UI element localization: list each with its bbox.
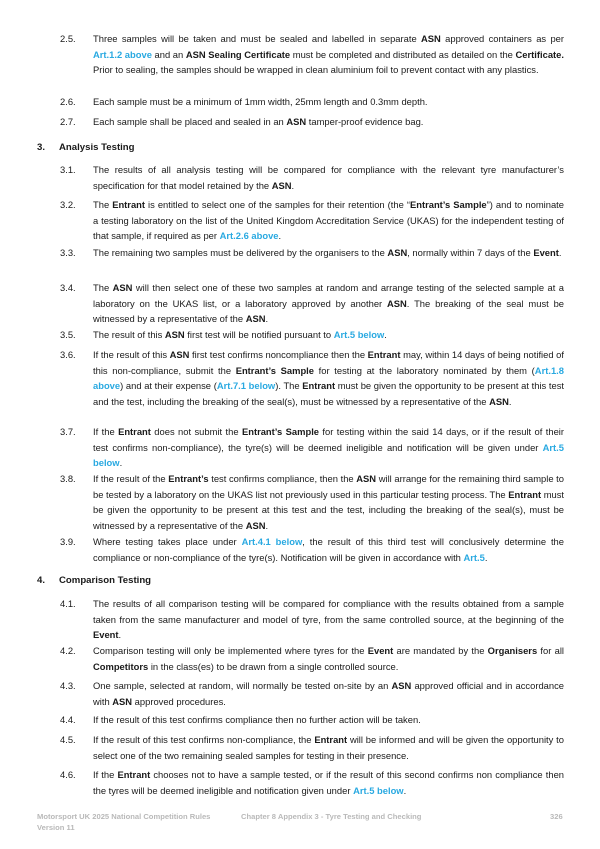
defined-term: Entrant	[117, 769, 151, 780]
text-run: .	[484, 551, 488, 563]
clause-2-6	[60, 94, 564, 110]
text-run: may, within 14 days of being notified of this non-compliance, submit the	[93, 349, 564, 376]
text-run: does not submit the	[150, 426, 242, 437]
clause-text	[93, 534, 564, 565]
defined-term: Entrant’s Sample	[409, 199, 487, 210]
clause-3-8	[60, 471, 564, 533]
clause-text	[93, 767, 564, 798]
clause-2-7	[60, 114, 564, 130]
clause-number: 2.5.	[60, 33, 76, 44]
text-run: , the result of this third test will conclusively determine the compliance or non-compliance of the tyre(s). Notification will be given in accordance with	[93, 536, 564, 563]
text-run: .	[558, 247, 562, 258]
defined-term: Entrant’s	[168, 473, 209, 484]
footer-rulebook-name: Motorsport UK 2025 National Competition Rules	[37, 812, 211, 821]
clause-2-5	[60, 31, 564, 78]
clause-4-3	[60, 678, 564, 709]
text-run: If the	[93, 769, 118, 780]
text-run: .	[384, 329, 387, 340]
text-run: .	[265, 313, 269, 325]
clause-3-2	[60, 197, 564, 244]
defined-term: ASN	[356, 473, 377, 484]
defined-term: ASN	[387, 247, 408, 258]
clause-number: 2.7.	[60, 116, 76, 127]
clause-number: 4.3.	[60, 680, 76, 691]
text-run: .	[278, 230, 282, 242]
text-run: . The breaking of the seal must be witnessed by a representative of the	[93, 297, 565, 325]
clause-text	[93, 471, 564, 533]
clause-number: 2.6.	[60, 96, 76, 107]
clause-number: 3.9.	[60, 536, 76, 547]
clause-4-6	[60, 767, 564, 798]
text-run: Where testing takes place under	[93, 536, 242, 547]
text-run: must be given the opportunity to be present at this test and the test, including the breaking of the seal(s), must be witnessed by a representative of the	[93, 380, 564, 407]
footer-page-number: 326	[550, 812, 563, 821]
text-run: will be informed and will be given the opportunity to select one of the two remaining sealed samples for testing in their presence.	[93, 734, 564, 761]
section-number: 4.	[37, 575, 46, 586]
defined-term: ASN	[112, 695, 133, 707]
clause-number: 3.5.	[60, 329, 76, 340]
text-run: first test confirms noncompliance then the	[189, 349, 368, 360]
footer-chapter: Chapter 8 Appendix 3 - Tyre Testing and Checking	[241, 812, 422, 821]
defined-term: Entrant	[367, 349, 401, 360]
section-heading-4	[37, 573, 151, 589]
defined-term: ASN	[245, 519, 266, 531]
text-run: The	[93, 282, 113, 293]
clause-3-6	[60, 347, 564, 409]
defined-term: ASN	[169, 349, 190, 360]
text-run: tamper-proof evidence bag.	[306, 116, 424, 127]
text-run: .	[291, 179, 295, 191]
text-run: Each sample must be a minimum of 1mm width, 25mm length and 0.3mm depth.	[93, 96, 428, 107]
clause-text	[93, 643, 564, 674]
defined-term: ASN	[112, 282, 133, 293]
section-heading-3	[37, 140, 135, 156]
clause-text	[93, 162, 564, 193]
clause-text	[93, 245, 564, 261]
defined-term: ASN	[421, 33, 441, 44]
clause-text	[93, 424, 564, 471]
section-title: Analysis Testing	[59, 142, 135, 153]
clause-4-1	[60, 596, 564, 643]
clause-text	[93, 280, 564, 327]
clause-3-9	[60, 534, 564, 565]
clause-3-3	[60, 245, 564, 261]
defined-term: ASN Sealing Certificate	[185, 48, 291, 60]
article-cross-reference-link[interactable]: Art.5 below	[353, 784, 404, 796]
clause-3-1	[60, 162, 564, 193]
text-run: Prior to sealing, the samples should be wrapped in clean aluminium foil to prevent contact with any plastics.	[93, 64, 539, 76]
text-run: The remaining two samples must be delivered by the organisers to the	[93, 247, 388, 258]
text-run: for testing at the laboratory nominated by them (	[314, 364, 535, 376]
clause-number: 3.6.	[60, 349, 76, 360]
text-run: must be given the opportunity to be present at this test and the test, including the breaking of the seal(s), must be witnessed by a representative of the	[93, 488, 565, 531]
clause-text	[93, 31, 564, 78]
defined-term: ASN	[391, 680, 412, 691]
article-cross-reference-link[interactable]: Art.1.2 above	[93, 48, 152, 60]
clause-number: 4.2.	[60, 645, 76, 656]
clause-number: 4.5.	[60, 734, 76, 745]
defined-term: Entrant	[508, 488, 542, 500]
clause-number: 3.7.	[60, 426, 76, 437]
text-run: approved containers as per	[440, 33, 564, 44]
text-run: .	[119, 457, 123, 469]
defined-term: Organisers	[487, 645, 538, 656]
article-cross-reference-link[interactable]: Art.5 below	[333, 329, 385, 340]
text-run: ) and at their expense (	[120, 380, 217, 392]
article-cross-reference-link[interactable]: Art.1.8 above	[93, 364, 564, 392]
text-run: and an	[151, 48, 186, 60]
section-title: Comparison Testing	[59, 575, 152, 586]
clause-number: 3.8.	[60, 473, 76, 484]
clause-3-4	[60, 280, 564, 327]
text-run: test confirms compliance, then the	[208, 473, 357, 484]
clause-text	[93, 94, 564, 110]
text-run: Each sample shall be placed and sealed in an	[93, 116, 287, 127]
text-run: chooses not to have a sample tested, or if the result of this second confirms non compliance then the tyres will be deemed ineligible and notification given under	[93, 769, 564, 796]
text-run: in the class(es) to be drawn from a single controlled source.	[148, 660, 399, 672]
text-run: is entitled to select one of the samples for their retention (the “	[145, 199, 410, 210]
text-run: first test will be notified pursuant to	[184, 329, 334, 340]
text-run: ”) and to nominate a testing laboratory on the list of the United Kingdom Accreditation Service (UKAS) for the independent testing of that sample, if required as per	[93, 199, 564, 242]
defined-term: Competitors	[93, 660, 149, 672]
defined-term: ASN	[489, 395, 509, 407]
article-cross-reference-link[interactable]: Art.7.1 below	[216, 380, 276, 392]
text-run: If the result of this test confirms compliance then no further action will be taken.	[93, 714, 421, 725]
text-run: , normally within 7 days of the	[407, 247, 534, 258]
text-run: are mandated by the	[393, 645, 488, 656]
text-run: ). The	[275, 380, 303, 392]
clause-number: 3.1.	[60, 164, 76, 175]
defined-term: Event	[93, 629, 119, 641]
text-run: The results of all analysis testing will be compared for compliance with the relevant tyre manufacturer’s specification for that model retained by the	[93, 164, 564, 191]
text-run: approved procedures.	[132, 695, 226, 707]
article-cross-reference-link[interactable]: Art.4.1 below	[241, 536, 303, 547]
clause-text	[93, 732, 564, 763]
text-run: Comparison testing will only be implemented where tyres for the	[93, 645, 368, 656]
defined-term: Entrant	[118, 426, 151, 437]
text-run: The	[93, 199, 113, 210]
text-run: must be completed and distributed as detailed on the	[290, 48, 516, 60]
text-run: will arrange for the remaining third sample to be tested by a laboratory on the UKAS list not previously used in this particular testing process. The	[93, 473, 565, 500]
article-cross-reference-link[interactable]: Art.2.6 above	[219, 230, 279, 242]
clause-number: 3.4.	[60, 282, 76, 293]
defined-term: Certificate.	[515, 48, 564, 60]
defined-term: Entrant	[314, 734, 348, 745]
clause-text	[93, 327, 564, 343]
defined-term: ASN	[164, 329, 185, 340]
text-run: .	[118, 629, 122, 641]
text-run: One sample, selected at random, will normally be tested on-site by an	[93, 680, 392, 691]
section-number: 3.	[37, 142, 46, 153]
clause-4-4	[60, 712, 564, 728]
clause-text	[93, 197, 564, 244]
text-run: The result of this	[93, 329, 165, 340]
clause-4-2	[60, 643, 564, 674]
clause-text	[93, 712, 564, 728]
text-run: If the result of this	[93, 349, 170, 360]
clause-3-7	[60, 424, 564, 471]
defined-term: Entrant	[112, 199, 145, 210]
defined-term: ASN	[271, 179, 292, 191]
text-run: Three samples will be taken and must be sealed and labelled in separate	[93, 33, 422, 44]
text-run: will then select one of these two samples at random and arrange testing of the selected sample at a laboratory on the UKAS list, or a laboratory approved by another	[93, 282, 565, 309]
text-run: for all	[537, 645, 564, 656]
clause-text	[93, 114, 564, 130]
defined-term: Entrant’s Sample	[235, 364, 315, 376]
text-run: If the	[93, 426, 119, 437]
text-run: for testing within the said 14 days, or if the result of their test confirms non-compliance), the tyre(s) will be deemed ineligible and notification will be given under	[93, 426, 565, 453]
text-run: If the result of the	[93, 473, 169, 484]
text-run: .	[508, 395, 512, 407]
text-run: approved official and in accordance with	[93, 680, 564, 707]
defined-term: ASN	[245, 313, 266, 325]
clause-3-5	[60, 327, 564, 343]
article-cross-reference-link[interactable]: Art.5	[463, 551, 485, 563]
clause-number: 3.3.	[60, 247, 76, 258]
clause-text	[93, 596, 564, 643]
defined-term: ASN	[387, 297, 407, 309]
text-run: .	[265, 519, 269, 531]
clause-number: 4.1.	[60, 598, 76, 609]
defined-term: ASN	[286, 116, 307, 127]
text-run: The results of all comparison testing will be compared for compliance with the results obtained from a sample taken from the same manufacturer and model of tyre, from the same controlled source, at the beginning of the	[93, 598, 564, 625]
footer-version: Version 11	[37, 823, 75, 832]
clause-number: 4.6.	[60, 769, 76, 780]
defined-term: Entrant’s Sample	[241, 426, 320, 437]
defined-term: Event	[367, 645, 394, 656]
text-run: If the result of this test confirms non-compliance, the	[93, 734, 315, 745]
clause-text	[93, 347, 564, 409]
clause-text	[93, 678, 564, 709]
clause-4-5	[60, 732, 564, 763]
defined-term: Entrant	[302, 380, 336, 392]
text-run: .	[403, 784, 407, 796]
defined-term: Event	[533, 247, 559, 258]
clause-number: 3.2.	[60, 199, 76, 210]
clause-number: 4.4.	[60, 714, 76, 725]
footer-rulebook-title	[37, 811, 210, 833]
article-cross-reference-link[interactable]: Art.5 below	[93, 441, 564, 469]
